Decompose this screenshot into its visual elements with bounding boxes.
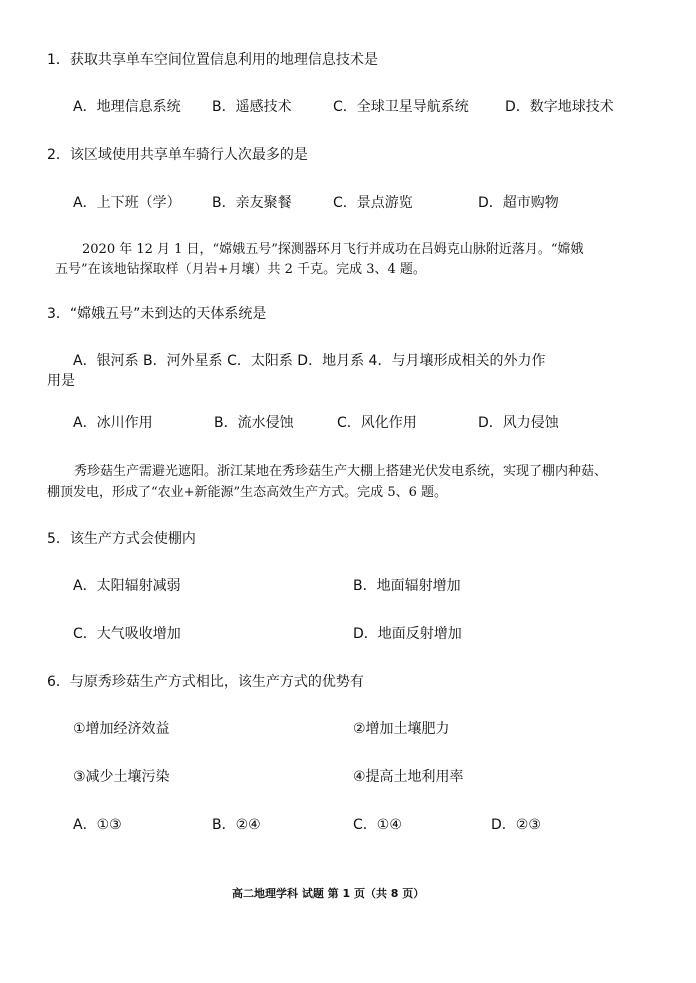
q2-stem: 2．该区域使用共享单车骑行人次最多的是: [47, 147, 308, 163]
passage2-line1: 秀珍菇生产需避光遮阳。浙江某地在秀珍菇生产大棚上搭建光伏发电系统，实现了棚内种菇、: [74, 464, 608, 479]
q2-option-c: C．景点游览: [333, 195, 413, 211]
q1-option-b: B．遥感技术: [212, 99, 292, 115]
q2-option-a: A．上下班（学）: [73, 195, 181, 211]
q6-item-4: ④提高土地利用率: [353, 769, 464, 785]
q4-stem-continuation: 用是: [47, 373, 75, 389]
q6-item-3: ③减少土壤污染: [73, 769, 170, 785]
q6-stem: 6．与原秀珍菇生产方式相比，该生产方式的优势有: [47, 674, 364, 690]
q1-option-d: D．数字地球技术: [505, 99, 614, 115]
q4-option-c: C．风化作用: [337, 415, 417, 431]
q3-stem: 3．“嫦娥五号”未到达的天体系统是: [47, 306, 267, 322]
q6-option-c: C．①④: [353, 817, 402, 833]
passage1-line1: 2020 年 12 月 1 日，“嫦娥五号”探测器环月飞行并成功在吕姆克山脉附近落月。“嫦娥: [82, 242, 584, 257]
q4-option-a: A．冰川作用: [73, 415, 153, 431]
q2-option-b: B．亲友聚餐: [212, 195, 292, 211]
q4-option-b: B．流水侵蚀: [214, 415, 294, 431]
page-footer: 高二地理学科 试题 第 1 页（共 8 页）: [232, 887, 425, 900]
q5-option-d: D．地面反射增加: [353, 626, 462, 642]
q2-option-d: D．超市购物: [478, 195, 559, 211]
q1-option-a: A．地理信息系统: [73, 99, 181, 115]
q5-option-b: B．地面辐射增加: [353, 578, 461, 594]
passage1-line2: 五号”在该地钻探取样（月岩+月壤）共 2 千克。完成 3、4 题。: [55, 262, 426, 277]
q6-option-b: B．②④: [212, 817, 261, 833]
q6-item-2: ②增加土壤肥力: [353, 721, 450, 737]
q6-option-d: D．②③: [491, 817, 541, 833]
q1-option-c: C．全球卫星导航系统: [333, 99, 469, 115]
q5-stem: 5．该生产方式会使棚内: [47, 531, 196, 547]
q4-option-d: D．风力侵蚀: [478, 415, 559, 431]
q6-item-1: ①增加经济效益: [73, 721, 170, 737]
q5-option-a: A．太阳辐射减弱: [73, 578, 181, 594]
q5-option-c: C．大气吸收增加: [73, 626, 181, 642]
q1-stem: 1．获取共享单车空间位置信息利用的地理信息技术是: [47, 52, 378, 68]
q6-option-a: A．①③: [73, 817, 122, 833]
passage2-line2: 棚顶发电，形成了“农业+新能源”生态高效生产方式。完成 5、6 题。: [47, 485, 447, 500]
q3-options: A．银河系 B．河外星系 C．太阳系 D．地月系 4．与月壤形成相关的外力作: [73, 353, 546, 369]
